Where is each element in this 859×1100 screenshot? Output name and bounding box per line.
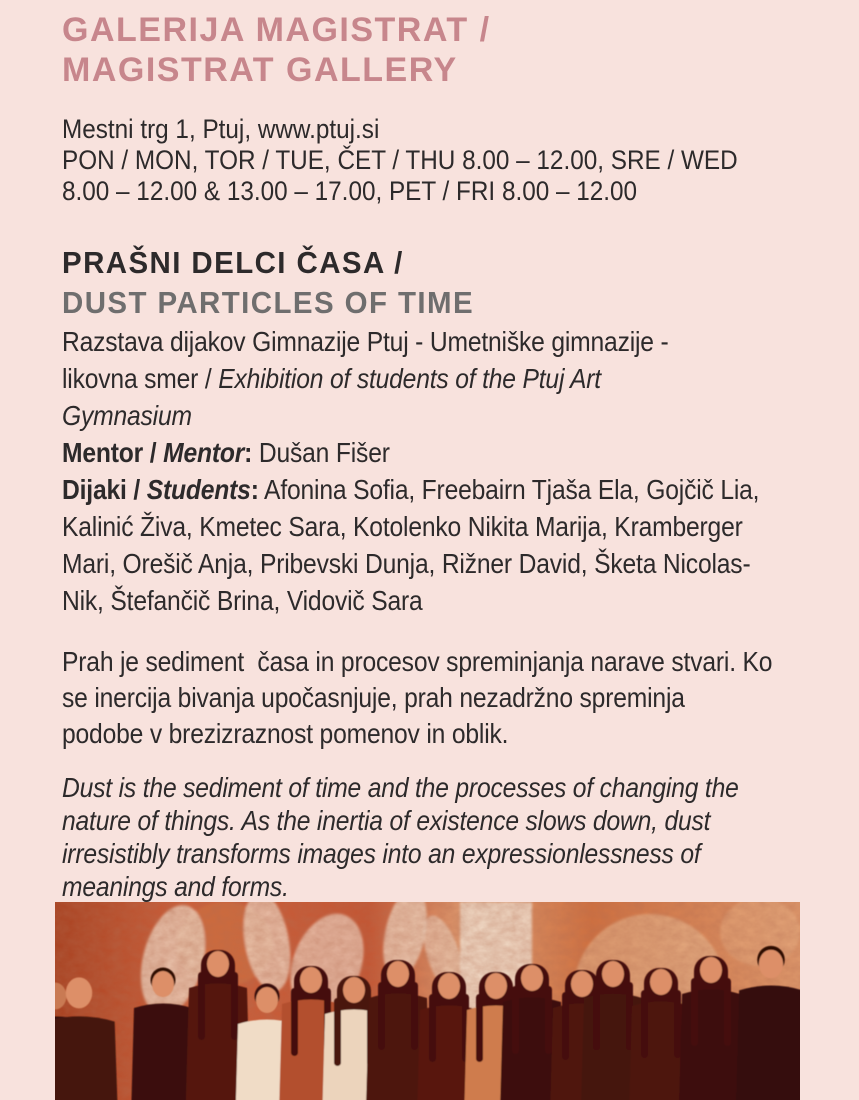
students-line4: Nik, Štefančič Brina, Vidovič Sara (62, 585, 423, 616)
statement-sl-line3: podobe v brezizraznost pomenov in oblik. (62, 718, 509, 749)
statement-english (62, 771, 859, 903)
group-photo (55, 902, 800, 1100)
gallery-title (62, 10, 859, 90)
exhibition-desc-line1: Razstava dijakov Gimnazije Ptuj - Umetniške gimnazije - (62, 326, 669, 357)
statement-en-line3: irresistibly transforms images into an expressionlessness of (62, 838, 701, 869)
mentor-colon: : (244, 437, 253, 468)
students-label-sl: Dijaki (62, 474, 127, 505)
statement-en-line1: Dust is the sediment of time and the processes of changing the (62, 772, 739, 803)
students-colon: : (250, 474, 259, 505)
statement-slovene (62, 644, 859, 752)
group-photo-image (55, 902, 800, 1100)
mentor-name: Dušan Fišer (252, 437, 390, 468)
statement-sl-line2: se inercija bivanja upočasnjuje, prah nezadržno spreminja (62, 682, 685, 713)
gallery-hours-line1: PON / MON, TOR / TUE, ČET / THU 8.00 – 12.00, SRE / WED (62, 145, 738, 175)
statement-en-line2: nature of things. As the inertia of existence slows down, dust (62, 805, 711, 836)
students-line2: Kalinić Živa, Kmetec Sara, Kotolenko Nikita Marija, Kramberger (62, 511, 743, 542)
exhibition-title-sl: PRAŠNI DELCI ČASA / (62, 245, 404, 280)
desc-line2-english: Exhibition of students of the Ptuj Art (218, 363, 601, 394)
students-label-en: Students (146, 474, 251, 505)
gallery-hours-line2: 8.00 – 12.00 & 13.00 – 17.00, PET / FRI 8.00 – 12.00 (62, 176, 638, 206)
desc-line2-slovene: likovna smer / (62, 363, 219, 394)
exhibition-desc-line3: Gymnasium (62, 400, 192, 431)
exhibition-title-en: DUST PARTICLES OF TIME (62, 285, 475, 320)
exhibition-info (62, 243, 859, 619)
students-line1 (62, 471, 759, 508)
students-slash: / (126, 474, 147, 505)
statement-en-line4: meanings and forms. (62, 871, 289, 902)
gallery-title-line2: MAGISTRAT GALLERY (62, 51, 458, 89)
statement-sl-line1: Prah je sediment časa in procesov spreminjanja narave stvari. Ko (62, 646, 773, 677)
exhibition-desc-line2 (62, 360, 601, 397)
students-names-part1: Afonina Sofia, Freebairn Tjaša Ela, Gojčič Lia, (258, 474, 760, 505)
mentor-label-sl: Mentor (62, 437, 144, 468)
gallery-title-line1: GALERIJA MAGISTRAT / (62, 11, 491, 49)
mentor-line (62, 434, 390, 471)
gallery-address: Mestni trg 1, Ptuj, www.ptuj.si (62, 114, 380, 144)
students-line3: Mari, Orešič Anja, Pribevski Dunja, Rižner David, Šketa Nicolas- (62, 548, 751, 579)
mentor-label-en: Mentor (163, 437, 245, 468)
gallery-contact (62, 114, 859, 207)
mentor-slash: / (143, 437, 164, 468)
